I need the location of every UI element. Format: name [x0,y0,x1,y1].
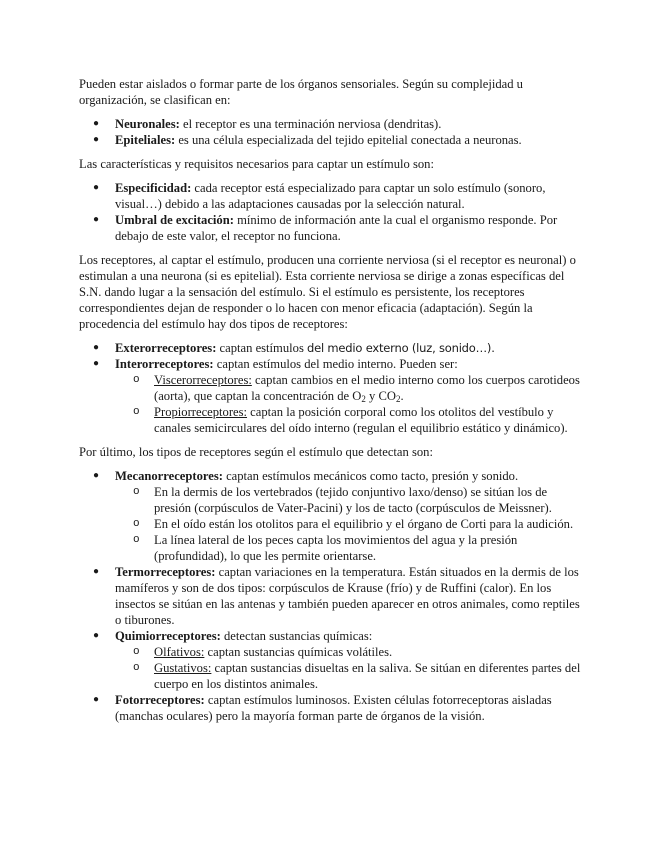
stimulus-list [79,468,585,724]
sublist-item [133,404,585,436]
definition: captan sustancias disueltas en la saliva. Se sitúan en diferentes partes del cuerpo en los distintos animales. [154,661,581,691]
bullet: ● [93,118,100,129]
bullet: ● [93,358,100,369]
sub-bullet: o [133,662,140,674]
complexity-list [79,116,585,148]
list-item [93,564,585,628]
bullet: ● [93,630,100,641]
term: Epiteliales: [115,133,176,147]
term: Fotorreceptores: [115,693,205,707]
term: Interorreceptores: [115,357,214,371]
term: Termorreceptores: [115,565,216,579]
definition: . [400,389,404,403]
term: Exterorreceptores: [115,341,217,355]
definition: captan cambios en el medio interno como los cuerpos carotideos (aorta), que captan la concentración de O [154,373,580,403]
chemo-sublist [115,644,585,692]
list-item [93,116,585,132]
origin-list [79,340,585,436]
term: Especificidad: [115,181,192,195]
sublist-item [133,372,585,404]
list-item [93,132,585,148]
definition: cada receptor está especializado para captar un solo estímulo (sonoro, visual…) debido a las adaptaciones causadas por la selección natural. [115,181,546,211]
sub-bullet: o [133,646,140,658]
characteristics-list [79,180,585,244]
subscript: 2 [361,394,366,404]
final-intro: Por último, los tipos de receptores según el estímulo que detectan son: [79,445,433,459]
definition: captan estímulos [216,341,307,355]
bullet: ● [93,470,100,481]
bullet: ● [93,566,100,577]
sublist-item [133,484,585,516]
definition: captan estímulos mecánicos como tacto, presión y sonido. [222,469,519,483]
definition: captan la posición corporal como los otolitos del vestíbulo y canales semicirculares del oído interno (regulan el equilibrio estático y dinámico). [154,405,568,435]
sub-bullet: o [133,518,140,530]
intro-paragraph: Pueden estar aislados o formar parte de los órganos sensoriales. Según su complejidad u organización, se clasifican en: [79,77,523,107]
definition: captan variaciones en la temperatura. Están situados en la dermis de los mamíferos y son de dos tipos: corpúsculos de Krause (frío) y de Ruffini (calor). En los insectos se sitúan en las antenas y también pueden aparecer en otros animales, como reptiles o tiburones. [115,565,580,627]
sub-bullet: o [133,534,140,546]
bullet: ● [93,694,100,705]
bullet: ● [93,134,100,145]
mechano-sublist [115,484,585,564]
list-item [93,180,585,212]
interoceptors-sublist [115,372,585,436]
definition: captan estímulos del medio interno. Pueden ser: [213,357,458,371]
definition: captan sustancias químicas volátiles. [204,645,393,659]
list-item [93,340,585,356]
list-item [93,356,585,436]
sub-bullet: o [133,374,140,386]
term: Olfativos: [154,645,205,659]
list-item [93,628,585,692]
definition: es una célula especializada del tejido epitelial conectada a neuronas. [175,133,522,147]
sub-bullet: o [133,486,140,498]
sublist-item [133,660,585,692]
definition: En el oído están los otolitos para el equilibrio y el órgano de Corti para la audición. [154,517,574,531]
list-item [93,468,585,564]
term: Quimiorreceptores: [115,629,221,643]
bullet: ● [93,182,100,193]
term: Gustativos: [154,661,212,675]
sublist-item [133,516,585,532]
sub-bullet: o [133,406,140,418]
sublist-item [133,532,585,564]
definition: y CO [365,389,396,403]
term: Viscerorreceptores: [154,373,252,387]
bullet: ● [93,214,100,225]
term: Neuronales: [115,117,180,131]
list-item [93,212,585,244]
definition: mínimo de información ante la cual el organismo responde. Por debajo de este valor, el receptor no funciona. [115,213,558,243]
definition: La línea lateral de los peces capta los movimientos del agua y la presión (profundidad), lo que les permite orientarse. [154,533,518,563]
term: Propiorreceptores: [154,405,248,419]
definition-sans: del medio externo (luz, sonido…). [307,341,495,355]
list-item [93,692,585,724]
definition: el receptor es una terminación nerviosa (dendritas). [179,117,442,131]
definition: captan estímulos luminosos. Existen células fotorreceptoras aisladas (manchas oculares) pero la mayoría forman parte de órganos de la visión. [115,693,552,723]
sublist-item [133,644,585,660]
receptors-paragraph: Los receptores, al captar el estímulo, producen una corriente nerviosa (si el receptor es neuronal) o estimulan a una neurona (si es epitelial). Esta corriente nerviosa se dirige a zonas específicas del S.N. dando lugar a la sensación del estímulo. Si el estímulo es persistente, los receptores correspondientes dejan de responder o lo hacen con menor eficacia (adaptación). Según la procedencia del estímulo hay dos tipos de receptores: [79,253,576,331]
bullet: ● [93,342,100,353]
definition: En la dermis de los vertebrados (tejido conjuntivo laxo/denso) se sitúan los de presión (corpúsculos de Vater-Pacini) y los de tacto (corpúsculos de Meissner). [154,485,552,515]
term: Umbral de excitación: [115,213,234,227]
definition: detectan sustancias químicas: [220,629,373,643]
characteristics-intro: Las características y requisitos necesarios para captar un estímulo son: [79,157,434,171]
term: Mecanorreceptores: [115,469,223,483]
subscript: 2 [395,394,401,404]
